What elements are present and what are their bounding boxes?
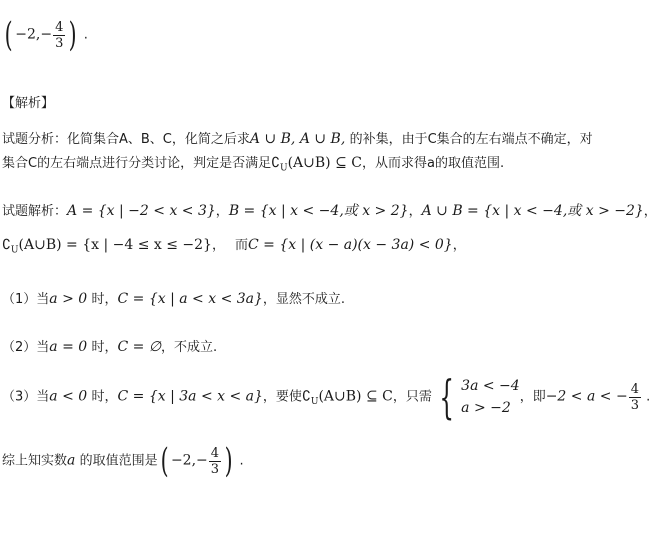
analysis-line-1: 试题分析：化简集合A、B、C，化简之后求A ∪ B, A ∪ B, 的补集，由于C集合的左右端点不确定，对 (2, 131, 593, 147)
top-answer: ( −2,− $\frac{4}{3}$ ) . (4, 15, 88, 55)
analysis-line-2: 集合C的左右端点进行分类讨论，判定是否满足$∁_U(A\cup B)$ ⊆ C，从而求得a的取值范围. (2, 155, 505, 174)
case-2: （2）当a = 0 时，C = ∅，不成立. (2, 339, 218, 355)
solution-line-1: 试题解析：A = {x | −2 < x < 3}，B = {x | x < −4,或 x > 2}，A ∪ B = {x | x < −4,或 x > −2}， (2, 203, 657, 219)
analysis-header: 【解析】 (2, 96, 55, 111)
system-brace: { (439, 370, 454, 424)
solution-line-2: $∁_U(A\cup B) = \{x$ | −4 ≤ x ≤ −2}， 而C = {x | (x − a)(x − 3a) < 0}， (2, 237, 466, 256)
fraction: $\frac{4}{3}$ (210, 445, 220, 477)
conclusion: 综上知实数a 的取值范围是( −2,− $\frac{4}{3}$ ) . (2, 441, 244, 481)
open-paren: ( (160, 441, 169, 481)
inequality-system: 3a < −4 a > −2 (461, 378, 520, 416)
case-3: （3）当a < 0 时，C = {x | 3a < x < a}，要使$∁_U(A\cup B)$ ⊆ C，只需 { 3a < −4 a > −2 ，即−2 < a < − $\frac{4}{3}$ . (2, 370, 651, 424)
close-paren: ) (224, 441, 233, 481)
fraction: $\frac{4}{3}$ (55, 19, 64, 51)
fraction: $\frac{4}{3}$ (630, 381, 639, 413)
close-paren: ) (69, 15, 77, 55)
case-1: （1）当a > 0 时，C = {x | a < x < 3a}，显然不成立. (2, 291, 346, 307)
open-paren: ( (4, 15, 13, 55)
